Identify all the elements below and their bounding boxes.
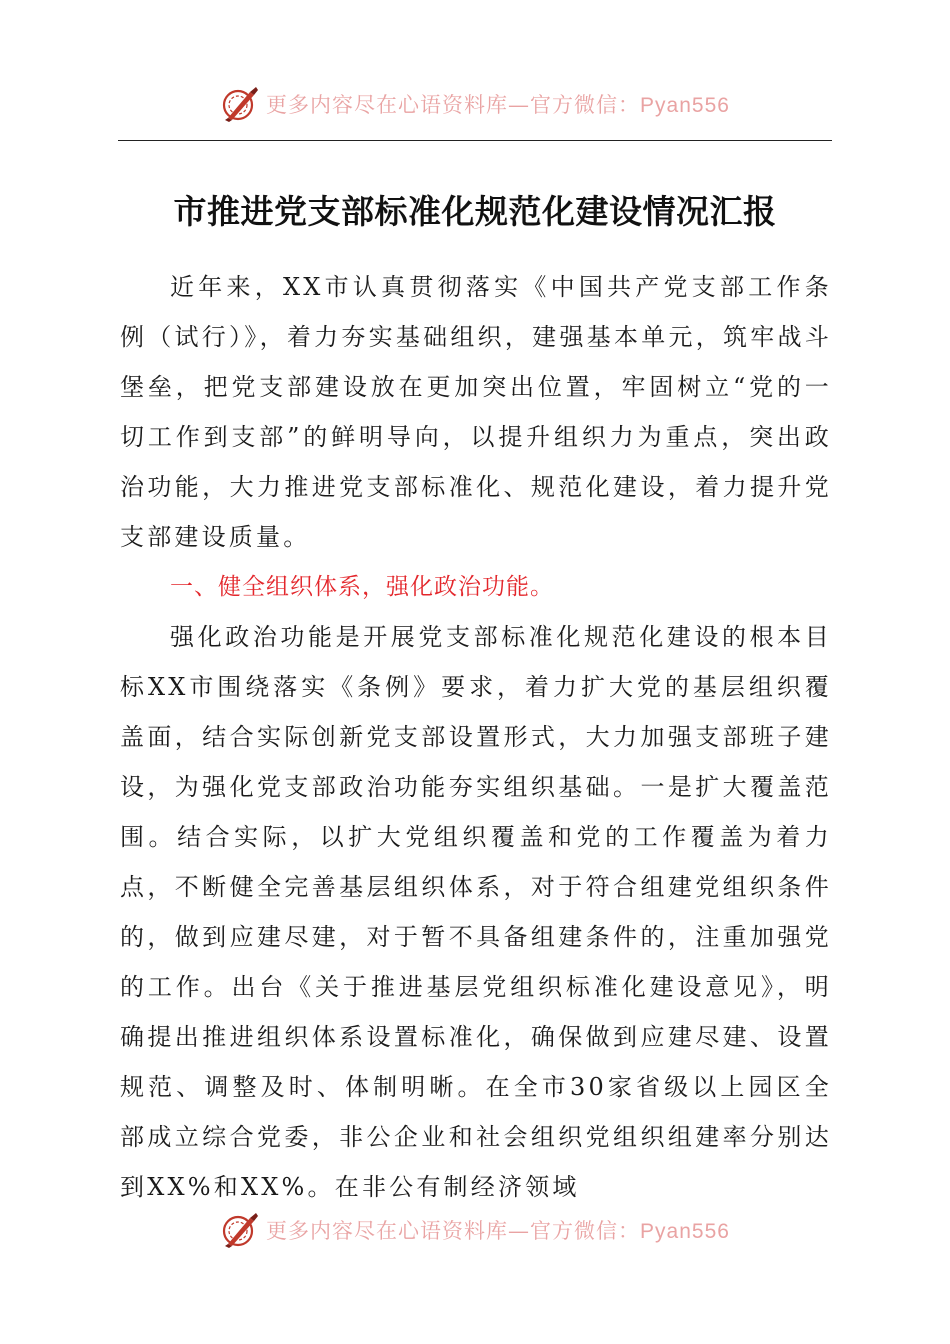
footer-banner bbox=[0, 1206, 950, 1254]
section-heading-1: 一、健全组织体系，强化政治功能。 bbox=[170, 574, 554, 600]
header-banner bbox=[0, 80, 950, 128]
document-title: 市推进党支部标准化规范化建设情况汇报 bbox=[173, 192, 777, 231]
banner-inner bbox=[220, 84, 730, 124]
section-1-paragraph: 强化政治功能是开展党支部标准化规范化建设的根本目标XX市围绕落实《条例》要求，着力扩大党的基层组织覆盖面，结合实际创新党支部设置形式，大力加强支部班子建设，为强化党支部政治功能夯实组织基础。一是扩大覆盖范围。结合实际，以扩大党组织覆盖和党的工作覆盖为着力点，不断健全完善基层组织体系，对于符合组建党组织条件的，做到应建尽建，对于暂不具备组建条件的，注重加强党的工作。出台《关于推进基层党组织标准化建设意见》，明确提出推进组织体系设置标准化，确保做到应建尽建、设置规范、调整及时、体制明晰。在全市30家省级以上园区全部成立综合党委，非公企业和社会组织党组织组建率分别达到XX%和XX%。在非公有制经济领域 bbox=[120, 623, 832, 1201]
pen-circle-logo-icon bbox=[220, 84, 260, 124]
banner-wechat-id: Pyan556 bbox=[640, 1220, 730, 1243]
pen-circle-logo-icon bbox=[220, 1210, 260, 1250]
banner-text bbox=[266, 89, 730, 119]
banner-slogan: 更多内容尽在心语资料库—官方微信： bbox=[266, 93, 641, 117]
banner-slogan: 更多内容尽在心语资料库—官方微信： bbox=[266, 1219, 641, 1243]
banner-text bbox=[266, 1215, 730, 1245]
banner-wechat-id: Pyan556 bbox=[640, 94, 730, 117]
header-divider bbox=[118, 140, 832, 141]
document-body bbox=[120, 262, 832, 1212]
intro-paragraph: 近年来，XX市认真贯彻落实《中国共产党支部工作条例（试行）》，着力夯实基础组织，建强基本单元，筑牢战斗堡垒，把党支部建设放在更加突出位置，牢固树立“党的一切工作到支部”的鲜明导向，以提升组织力为重点，突出政治功能，大力推进党支部标准化、规范化建设，着力提升党支部建设质量。 bbox=[120, 273, 832, 551]
banner-inner bbox=[220, 1210, 730, 1250]
